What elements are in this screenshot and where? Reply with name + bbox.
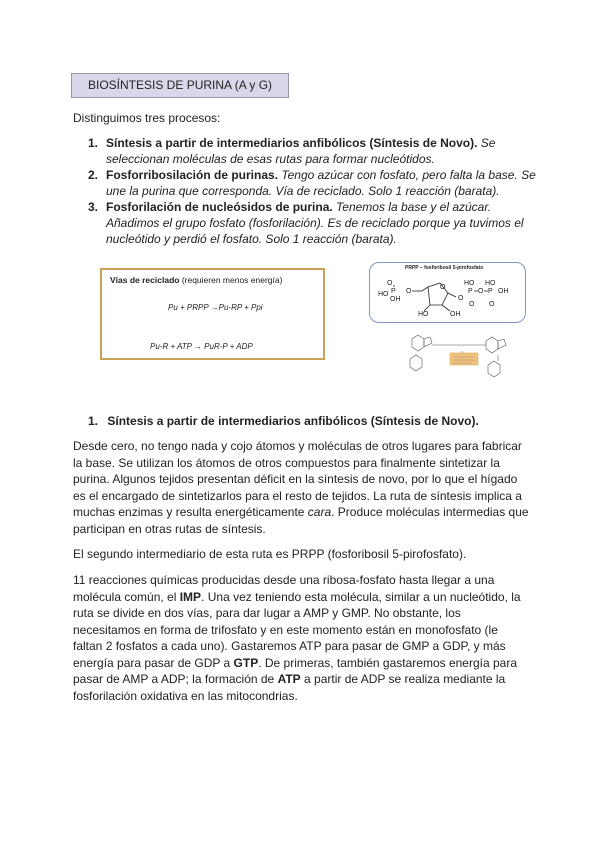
- intro-text: Distinguimos tres procesos:: [73, 111, 221, 125]
- paragraph-imp: [73, 572, 529, 704]
- paragraph-de-novo: [73, 438, 529, 537]
- prpp-caption: PRPP – fosforibosil 5-pirofosfato: [405, 265, 484, 271]
- prpp-label: OH: [450, 311, 461, 318]
- process-number: 3.: [88, 200, 99, 214]
- prpp-label: O: [489, 301, 495, 308]
- section-title: BIOSÍNTESIS DE PURINA (A y G): [88, 78, 273, 92]
- prpp-structure-figure: [369, 262, 526, 323]
- purine-ring-icon: [424, 337, 432, 347]
- prpp-label: HO: [464, 280, 475, 287]
- process-desc: Tenemos la base y el azúcar. Añadimos el grupo fosfato (fosforilación). Es de reciclado porque ya tuvimos el nucleótido y perdió el fosfato. Solo 1 reacción (barata).: [106, 200, 524, 246]
- process-title: Síntesis a partir de intermediarios anfibólicos (Síntesis de Novo).: [106, 136, 478, 150]
- recycling-title-bold: Vías de reciclado: [110, 275, 180, 285]
- paragraph-text: 11 reacciones químicas producidas desde una ribosa-fosfato hasta llegar a una molécula común, el: [73, 573, 495, 604]
- prpp-label: O: [469, 301, 475, 308]
- process-title: Fosforilación de nucleósidos de purina.: [106, 200, 333, 214]
- process-number: 2.: [88, 168, 99, 182]
- purine-ring-icon: [412, 335, 424, 351]
- section1-number: 1.: [88, 414, 99, 428]
- section-title-box: [71, 73, 289, 98]
- process-title: Fosforribosilación de purinas.: [106, 168, 279, 182]
- prpp-label: P: [468, 288, 473, 295]
- processes-list: [88, 135, 538, 247]
- paragraph-italic: cara: [307, 505, 332, 519]
- purine-ring-icon: [486, 337, 498, 353]
- process-number: 1.: [88, 136, 99, 150]
- paragraph-text: . Una vez teniendo esta molécula, similar a un nucleótido, la ruta se divide en dos vías, para dar lugar a AMP y GMP. No obstante, los necesitamos en forma de trifosfato y en este momento están en monofosfato (le faltan 2 fosfatos a cada uno). Gastaremos ATP para pasar de GMP a GDP, y más energía para pasar de GDP a: [73, 589, 521, 670]
- prpp-label: HO: [418, 311, 429, 318]
- recycling-title-rest: (requieren menos energía): [179, 275, 283, 285]
- prpp-label: OH: [390, 296, 401, 303]
- paragraph-text: Desde cero, no tengo nada y cojo átomos y moléculas de otros lugares para fabricar la base. Se utilizan los átomos de otros compuestos para finalmente sintetizar la purina. Algunos tejidos presentan déficit en la síntesis de novo, por lo que el hígado es el encargado de sintetizarlos para el resto de tejidos. La ruta de síntesis implica a muchas enzimas y resulta energéticamente: [73, 439, 522, 519]
- recycling-pathways-box: [100, 268, 325, 360]
- paragraph-text: a partir de ADP se realiza mediante la fosforilación oxidativa en las mitocondrias.: [73, 672, 506, 703]
- prpp-label: O: [387, 280, 393, 287]
- purine-salvage-diagram: [402, 325, 532, 387]
- recycling-box-title: [110, 275, 282, 285]
- prpp-label: P: [488, 288, 493, 295]
- purine-ring-icon: [488, 361, 500, 377]
- prpp-label: O: [458, 295, 464, 302]
- paragraph-text: . Produce moléculas intermedias que participan en otras rutas de síntesis.: [73, 505, 529, 536]
- paragraph-bold: GTP: [233, 655, 259, 670]
- process-item: [88, 199, 538, 247]
- process-item: [88, 135, 538, 167]
- prpp-label: O: [440, 284, 446, 291]
- process-item: [88, 167, 538, 199]
- prpp-label: P: [391, 288, 396, 295]
- paragraph-bold: IMP: [179, 589, 202, 604]
- process-desc: Tengo azúcar con fosfato, pero falta la base. Se une la purina que corresponda. Vía de reciclado. Solo 1 reacción (barata).: [106, 168, 536, 198]
- prpp-label: HO: [378, 291, 389, 298]
- prpp-label: HO: [485, 280, 496, 287]
- paragraph-prpp: El segundo intermediario de esta ruta es PRPP (fosforibosil 5-pirofosfato).: [73, 547, 467, 561]
- prpp-label: OH: [498, 288, 509, 295]
- enzyme-box-icon: [450, 353, 478, 365]
- prpp-molecule-diagram: [370, 263, 527, 324]
- purine-ring-icon: [410, 355, 422, 371]
- section1-heading: [88, 413, 479, 429]
- prpp-label: O: [406, 288, 412, 295]
- prpp-label: O: [478, 288, 484, 295]
- recycling-equation-1: Pu + PRPP →Pu-RP + Ppi: [168, 303, 263, 312]
- paragraph-bold: ATP: [277, 672, 301, 686]
- recycling-equation-2: Pu-R + ATP → PuR-P + ADP: [150, 342, 253, 351]
- paragraph-text: . De primeras, también gastaremos energía para pasar de AMP a ADP; la formación de: [73, 655, 518, 686]
- section1-title: Síntesis a partir de intermediarios anfibólicos (Síntesis de Novo).: [107, 414, 479, 428]
- purine-ring-icon: [498, 339, 506, 349]
- process-desc: Se seleccionan moléculas de esas rutas para formar nucleótidos.: [106, 136, 496, 166]
